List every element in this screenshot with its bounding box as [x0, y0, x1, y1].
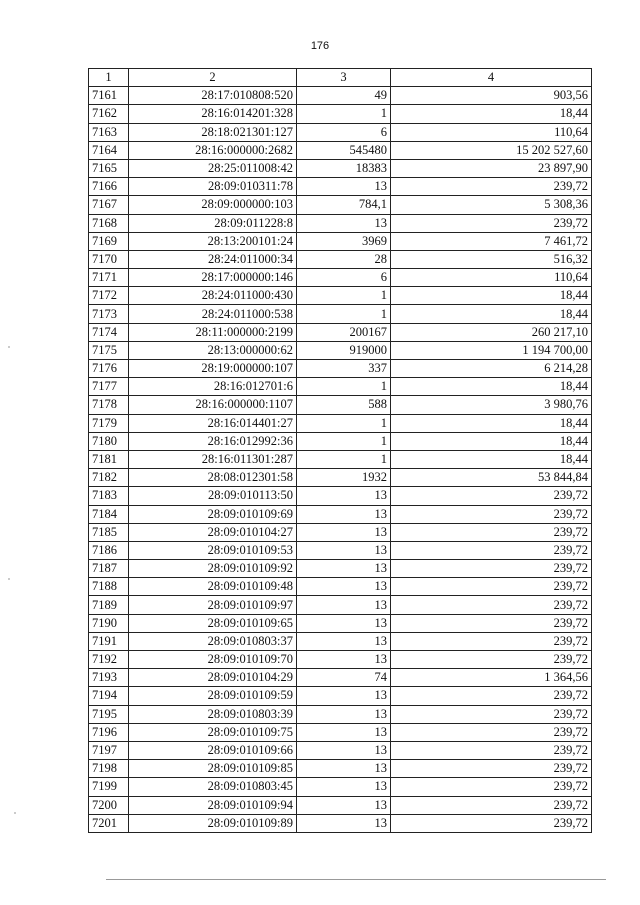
table-row	[89, 196, 592, 214]
row-number-cell: 7169	[89, 232, 129, 250]
row-number-cell: 7187	[89, 560, 129, 578]
area-cell: 337	[297, 360, 391, 378]
table-row	[89, 232, 592, 250]
amount-cell: 1 364,56	[391, 669, 592, 687]
table-row	[89, 414, 592, 432]
row-number-cell: 7199	[89, 778, 129, 796]
cadastral-number-cell: 28:09:010109:66	[129, 741, 297, 759]
area-cell: 6	[297, 269, 391, 287]
cadastral-number-cell: 28:09:010311:78	[129, 178, 297, 196]
cadastral-number-cell: 28:09:010109:92	[129, 560, 297, 578]
amount-cell: 239,72	[391, 814, 592, 832]
area-cell: 49	[297, 87, 391, 105]
area-cell: 1	[297, 432, 391, 450]
cadastral-number-cell: 28:09:010109:48	[129, 578, 297, 596]
cadastral-number-cell: 28:17:010808:520	[129, 87, 297, 105]
area-cell: 13	[297, 541, 391, 559]
area-cell: 6	[297, 123, 391, 141]
area-cell: 200167	[297, 323, 391, 341]
bottom-edge-line	[106, 879, 606, 880]
row-number-cell: 7181	[89, 450, 129, 468]
cadastral-number-cell: 28:25:011008:42	[129, 159, 297, 177]
table-row	[89, 796, 592, 814]
row-number-cell: 7178	[89, 396, 129, 414]
amount-cell: 239,72	[391, 741, 592, 759]
table-body	[89, 87, 592, 833]
table-row	[89, 614, 592, 632]
cadastral-number-cell: 28:09:010109:89	[129, 814, 297, 832]
area-cell: 1	[297, 105, 391, 123]
amount-cell: 239,72	[391, 487, 592, 505]
table-row	[89, 123, 592, 141]
area-cell: 1	[297, 305, 391, 323]
amount-cell: 903,56	[391, 87, 592, 105]
area-cell: 13	[297, 796, 391, 814]
area-cell: 1932	[297, 469, 391, 487]
table-row	[89, 723, 592, 741]
table-row	[89, 523, 592, 541]
cadastral-number-cell: 28:09:010109:59	[129, 687, 297, 705]
area-cell: 74	[297, 669, 391, 687]
cadastral-number-cell: 28:09:010109:70	[129, 651, 297, 669]
table-row	[89, 432, 592, 450]
cadastral-number-cell: 28:09:010109:85	[129, 760, 297, 778]
cadastral-number-cell: 28:09:010109:94	[129, 796, 297, 814]
cadastral-number-cell: 28:17:000000:146	[129, 269, 297, 287]
row-number-cell: 7179	[89, 414, 129, 432]
cadastral-number-cell: 28:08:012301:58	[129, 469, 297, 487]
amount-cell: 239,72	[391, 178, 592, 196]
area-cell: 13	[297, 560, 391, 578]
row-number-cell: 7168	[89, 214, 129, 232]
table-row	[89, 269, 592, 287]
area-cell: 13	[297, 687, 391, 705]
row-number-cell: 7194	[89, 687, 129, 705]
cadastral-number-cell: 28:19:000000:107	[129, 360, 297, 378]
table-row	[89, 541, 592, 559]
row-number-cell: 7183	[89, 487, 129, 505]
table-row	[89, 178, 592, 196]
amount-cell: 5 308,36	[391, 196, 592, 214]
table-row	[89, 378, 592, 396]
area-cell: 13	[297, 214, 391, 232]
page-number: 176	[310, 40, 330, 52]
scan-artifact	[8, 578, 10, 580]
amount-cell: 239,72	[391, 632, 592, 650]
amount-cell: 18,44	[391, 450, 592, 468]
amount-cell: 239,72	[391, 796, 592, 814]
row-number-cell: 7182	[89, 469, 129, 487]
area-cell: 588	[297, 396, 391, 414]
area-cell: 13	[297, 178, 391, 196]
row-number-cell: 7176	[89, 360, 129, 378]
cadastral-number-cell: 28:16:011301:287	[129, 450, 297, 468]
table-row	[89, 560, 592, 578]
area-cell: 545480	[297, 141, 391, 159]
table-row	[89, 687, 592, 705]
row-number-cell: 7200	[89, 796, 129, 814]
cadastral-number-cell: 28:16:014401:27	[129, 414, 297, 432]
area-cell: 1	[297, 378, 391, 396]
row-number-cell: 7185	[89, 523, 129, 541]
cadastral-number-cell: 28:16:000000:1107	[129, 396, 297, 414]
cadastral-number-cell: 28:24:011000:34	[129, 250, 297, 268]
area-cell: 3969	[297, 232, 391, 250]
row-number-cell: 7163	[89, 123, 129, 141]
table-row	[89, 778, 592, 796]
area-cell: 784,1	[297, 196, 391, 214]
cadastral-number-cell: 28:09:010109:65	[129, 614, 297, 632]
table-row	[89, 450, 592, 468]
area-cell: 28	[297, 250, 391, 268]
area-cell: 13	[297, 596, 391, 614]
amount-cell: 516,32	[391, 250, 592, 268]
amount-cell: 110,64	[391, 269, 592, 287]
amount-cell: 18,44	[391, 378, 592, 396]
table-row	[89, 814, 592, 832]
table-row	[89, 341, 592, 359]
row-number-cell: 7189	[89, 596, 129, 614]
table-row	[89, 669, 592, 687]
table-row	[89, 250, 592, 268]
row-number-cell: 7186	[89, 541, 129, 559]
area-cell: 13	[297, 578, 391, 596]
amount-cell: 239,72	[391, 705, 592, 723]
cadastral-number-cell: 28:09:010803:45	[129, 778, 297, 796]
amount-cell: 7 461,72	[391, 232, 592, 250]
row-number-cell: 7191	[89, 632, 129, 650]
amount-cell: 110,64	[391, 123, 592, 141]
amount-cell: 6 214,28	[391, 360, 592, 378]
cadastral-number-cell: 28:24:011000:538	[129, 305, 297, 323]
amount-cell: 239,72	[391, 651, 592, 669]
table-row	[89, 305, 592, 323]
column-header-4: 4	[391, 69, 592, 87]
area-cell: 1	[297, 414, 391, 432]
area-cell: 13	[297, 614, 391, 632]
cadastral-number-cell: 28:11:000000:2199	[129, 323, 297, 341]
row-number-cell: 7174	[89, 323, 129, 341]
amount-cell: 239,72	[391, 541, 592, 559]
row-number-cell: 7195	[89, 705, 129, 723]
column-header-1: 1	[89, 69, 129, 87]
area-cell: 1	[297, 287, 391, 305]
cadastral-number-cell: 28:09:010109:69	[129, 505, 297, 523]
table-row	[89, 469, 592, 487]
cadastral-number-cell: 28:09:000000:103	[129, 196, 297, 214]
amount-cell: 53 844,84	[391, 469, 592, 487]
row-number-cell: 7170	[89, 250, 129, 268]
amount-cell: 239,72	[391, 687, 592, 705]
header-row	[89, 69, 592, 87]
cadastral-number-cell: 28:09:010109:53	[129, 541, 297, 559]
table-row	[89, 705, 592, 723]
table-row	[89, 141, 592, 159]
area-cell: 13	[297, 814, 391, 832]
amount-cell: 239,72	[391, 523, 592, 541]
table-row	[89, 578, 592, 596]
row-number-cell: 7188	[89, 578, 129, 596]
table-row	[89, 651, 592, 669]
cadastral-number-cell: 28:09:010109:97	[129, 596, 297, 614]
row-number-cell: 7167	[89, 196, 129, 214]
cadastral-number-cell: 28:24:011000:430	[129, 287, 297, 305]
cadastral-number-cell: 28:18:021301:127	[129, 123, 297, 141]
area-cell: 13	[297, 505, 391, 523]
scan-artifact	[14, 812, 16, 814]
table-row	[89, 323, 592, 341]
amount-cell: 18,44	[391, 105, 592, 123]
row-number-cell: 7173	[89, 305, 129, 323]
cadastral-number-cell: 28:13:200101:24	[129, 232, 297, 250]
cadastral-number-cell: 28:16:012701:6	[129, 378, 297, 396]
amount-cell: 239,72	[391, 214, 592, 232]
cadastral-number-cell: 28:16:014201:328	[129, 105, 297, 123]
row-number-cell: 7193	[89, 669, 129, 687]
amount-cell: 239,72	[391, 760, 592, 778]
amount-cell: 260 217,10	[391, 323, 592, 341]
row-number-cell: 7201	[89, 814, 129, 832]
area-cell: 18383	[297, 159, 391, 177]
amount-cell: 23 897,90	[391, 159, 592, 177]
amount-cell: 18,44	[391, 414, 592, 432]
table-row	[89, 741, 592, 759]
row-number-cell: 7184	[89, 505, 129, 523]
area-cell: 1	[297, 450, 391, 468]
cadastral-number-cell: 28:16:000000:2682	[129, 141, 297, 159]
area-cell: 13	[297, 778, 391, 796]
column-header-2: 2	[129, 69, 297, 87]
amount-cell: 239,72	[391, 596, 592, 614]
area-cell: 13	[297, 723, 391, 741]
amount-cell: 239,72	[391, 560, 592, 578]
cadastral-number-cell: 28:09:010113:50	[129, 487, 297, 505]
row-number-cell: 7172	[89, 287, 129, 305]
area-cell: 13	[297, 632, 391, 650]
row-number-cell: 7180	[89, 432, 129, 450]
row-number-cell: 7196	[89, 723, 129, 741]
table-row	[89, 505, 592, 523]
area-cell: 13	[297, 651, 391, 669]
amount-cell: 18,44	[391, 287, 592, 305]
table-row	[89, 214, 592, 232]
cadastral-number-cell: 28:09:010104:29	[129, 669, 297, 687]
row-number-cell: 7198	[89, 760, 129, 778]
row-number-cell: 7190	[89, 614, 129, 632]
area-cell: 919000	[297, 341, 391, 359]
area-cell: 13	[297, 741, 391, 759]
amount-cell: 239,72	[391, 723, 592, 741]
area-cell: 13	[297, 523, 391, 541]
amount-cell: 239,72	[391, 578, 592, 596]
table-row	[89, 87, 592, 105]
amount-cell: 15 202 527,60	[391, 141, 592, 159]
table-row	[89, 487, 592, 505]
row-number-cell: 7166	[89, 178, 129, 196]
scan-artifact	[8, 346, 10, 348]
row-number-cell: 7171	[89, 269, 129, 287]
table-row	[89, 360, 592, 378]
column-header-3: 3	[297, 69, 391, 87]
amount-cell: 239,72	[391, 778, 592, 796]
table-row	[89, 760, 592, 778]
row-number-cell: 7197	[89, 741, 129, 759]
cadastral-number-cell: 28:13:000000:62	[129, 341, 297, 359]
cadastral-number-cell: 28:09:010803:37	[129, 632, 297, 650]
area-cell: 13	[297, 487, 391, 505]
area-cell: 13	[297, 760, 391, 778]
area-cell: 13	[297, 705, 391, 723]
row-number-cell: 7192	[89, 651, 129, 669]
cadastral-number-cell: 28:16:012992:36	[129, 432, 297, 450]
row-number-cell: 7164	[89, 141, 129, 159]
row-number-cell: 7161	[89, 87, 129, 105]
cadastral-number-cell: 28:09:010803:39	[129, 705, 297, 723]
table-row	[89, 596, 592, 614]
table-row	[89, 632, 592, 650]
amount-cell: 1 194 700,00	[391, 341, 592, 359]
cadastral-number-cell: 28:09:011228:8	[129, 214, 297, 232]
amount-cell: 18,44	[391, 432, 592, 450]
row-number-cell: 7162	[89, 105, 129, 123]
row-number-cell: 7165	[89, 159, 129, 177]
row-number-cell: 7177	[89, 378, 129, 396]
amount-cell: 239,72	[391, 505, 592, 523]
data-table	[88, 68, 592, 833]
table-row	[89, 287, 592, 305]
table-row	[89, 396, 592, 414]
amount-cell: 239,72	[391, 614, 592, 632]
cadastral-number-cell: 28:09:010109:75	[129, 723, 297, 741]
amount-cell: 18,44	[391, 305, 592, 323]
table-row	[89, 105, 592, 123]
row-number-cell: 7175	[89, 341, 129, 359]
cadastral-number-cell: 28:09:010104:27	[129, 523, 297, 541]
table-row	[89, 159, 592, 177]
amount-cell: 3 980,76	[391, 396, 592, 414]
